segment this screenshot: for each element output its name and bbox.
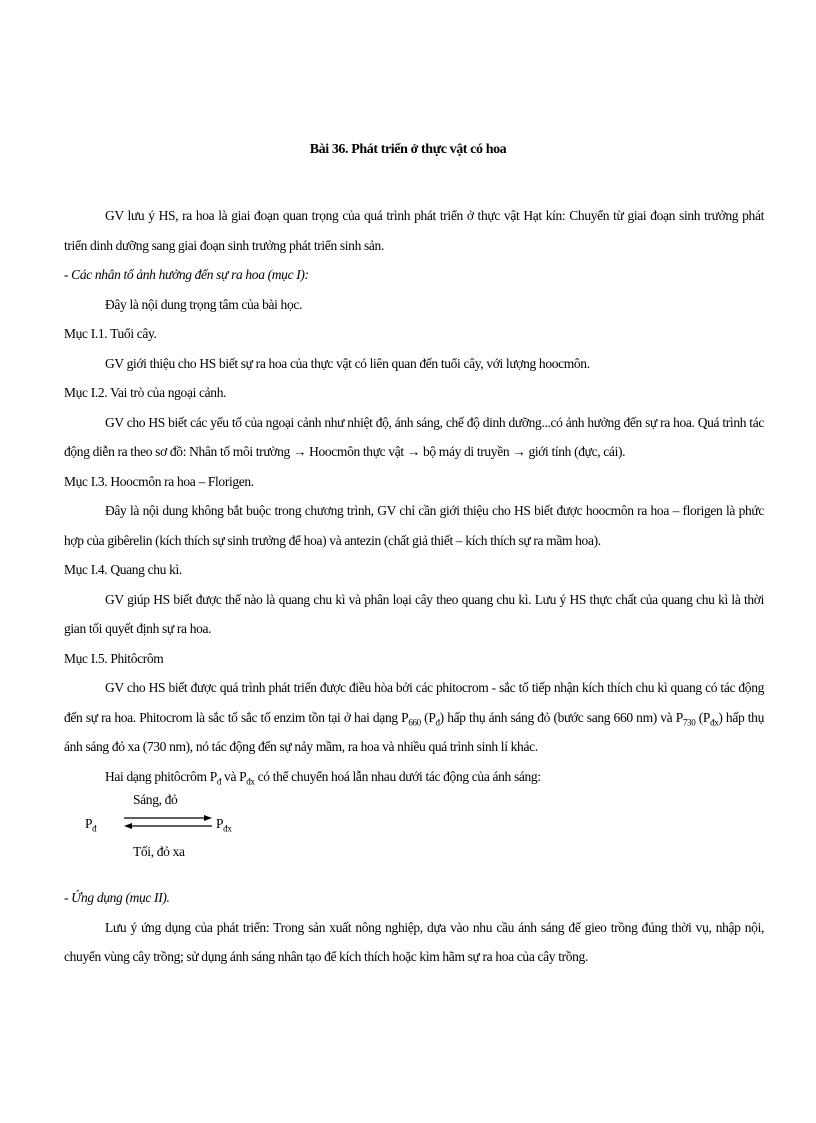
subscript-dx: đx [710, 717, 719, 728]
item-i3-text: Đây là nội dung không bắt buộc trong chương trình, GV chỉ cần giới thiệu cho HS biết được hoocmôn ra hoa – florigen là phức hợp của gibêrelin (kích thích sự sinh trưởng để hoa) và antezin (chất giả thiết – kích thích sự ra mầm hoa). [64, 503, 764, 548]
item-i3-heading: Mục I.3. Hoocmôn ra hoa – Florigen. [64, 473, 254, 489]
item-i1-heading: Mục I.1. Tuổi cây. [64, 326, 157, 341]
diagram-right-main: P [216, 816, 224, 831]
item-i5-text-part: ) hấp thụ ánh sáng đỏ xa (730 nm), nó tác động đến sự nảy mầm, ra hoa và nhiều quá trình sinh lí khác. [64, 709, 764, 754]
diagram-left-sub: đ [92, 823, 97, 834]
section2-text: Lưu ý ứng dụng của phát triển: Trong sản xuất nông nghiệp, dựa vào nhu cầu ánh sáng để gieo trồng đúng thời vụ, nhập nội, chuyển vùng cây trồng; sử dụng ánh sáng nhân tạo để kích thích hoặc kìm hãm sự ra hoa của cây trồng. [64, 919, 764, 964]
subscript-dx: đx [246, 776, 255, 787]
item-i5-text [64, 673, 764, 762]
subscript-660: 660 [408, 717, 421, 728]
conversion-text-part: và P [221, 768, 247, 784]
section1-note: Đây là nội dung trọng tâm của bài học. [105, 296, 303, 312]
page-title: Bài 36. Phát triển ở thực vật có hoa [309, 142, 507, 157]
diagram-left-node [85, 809, 96, 839]
diagram-right-node [216, 809, 231, 839]
item-i5-heading: Mục I.5. Phitôcrôm [64, 650, 164, 666]
reversible-arrows [122, 815, 214, 835]
item-i5-text-part: (P [420, 709, 436, 725]
item-i4-heading: Mục I.4. Quang chu kì. [64, 562, 182, 577]
item-i2-text: GV cho HS biết các yếu tố của ngoại cảnh như nhiệt độ, ánh sáng, chế độ dinh dưỡng...có ảnh hưởng đến sự ra hoa. Quá trình tác động diễn ra theo sơ đồ: Nhân tố môi trường → Hoocmôn thực vật → bộ máy di truyền → giới tính (đực, cái). [64, 414, 764, 459]
subscript-d: đ [435, 717, 440, 728]
item-i5-text-part: ) hấp thụ ánh sáng đỏ (bước sang 660 nm) và P [439, 709, 683, 725]
item-i5-text-part: (P [695, 709, 711, 725]
item-i1-text: GV giới thiệu cho HS biết sự ra hoa của thực vật có liên quan đến tuổi cây, với lượng hoocmôn. [105, 355, 590, 371]
subscript-d: đ [216, 776, 222, 787]
item-i4-text: GV giúp HS biết được thế nào là quang chu kì và phân loại cây theo quang chu kì. Lưu ý HS thực chất của quang chu kì là thời gian tối quyết định sự ra hoa. [64, 591, 764, 636]
diagram-right-sub: đx [223, 823, 232, 834]
document-body [64, 201, 764, 972]
subscript-730: 730 [682, 717, 696, 728]
forward-arrow-icon [124, 815, 212, 821]
section1-heading: - Các nhân tố ảnh hưởng đến sự ra hoa (mục I): [64, 267, 309, 282]
intro-paragraph: GV lưu ý HS, ra hoa là giai đoạn quan trọng của quá trình phát triển ở thực vật Hạt kín: Chuyển từ giai đoạn sinh trưởng phát triển dinh dưỡng sang giai đoạn sinh trưởng phát triển sinh sản. [64, 208, 764, 253]
section2-heading: - Ứng dụng (mục II). [64, 890, 170, 905]
phytochrome-conversion-diagram [64, 791, 764, 883]
conversion-text-part: có thể chuyển hoá lẫn nhau dưới tác động của ánh sáng: [254, 768, 541, 784]
diagram-bottom-label: Tối, đỏ xa [133, 844, 185, 859]
backward-arrow-icon [124, 823, 212, 829]
diagram-top-label: Sáng, đỏ [133, 792, 178, 807]
conversion-text-part: Hai dạng phitôcrôm P [105, 768, 217, 784]
diagram-left-main: P [85, 816, 93, 831]
item-i2-heading: Mục I.2. Vai trò của ngoại cảnh. [64, 385, 227, 400]
item-i5-text-part: GV cho HS biết được quá trình phát triển được điều hòa bởi các phitocrom - sắc tố tiếp nhận kích thích chu kì quang có tác động đến sự ra hoa. Phitocrom là sắc tố sắc tố enzim tồn tại ở hai dạng P [64, 680, 764, 725]
